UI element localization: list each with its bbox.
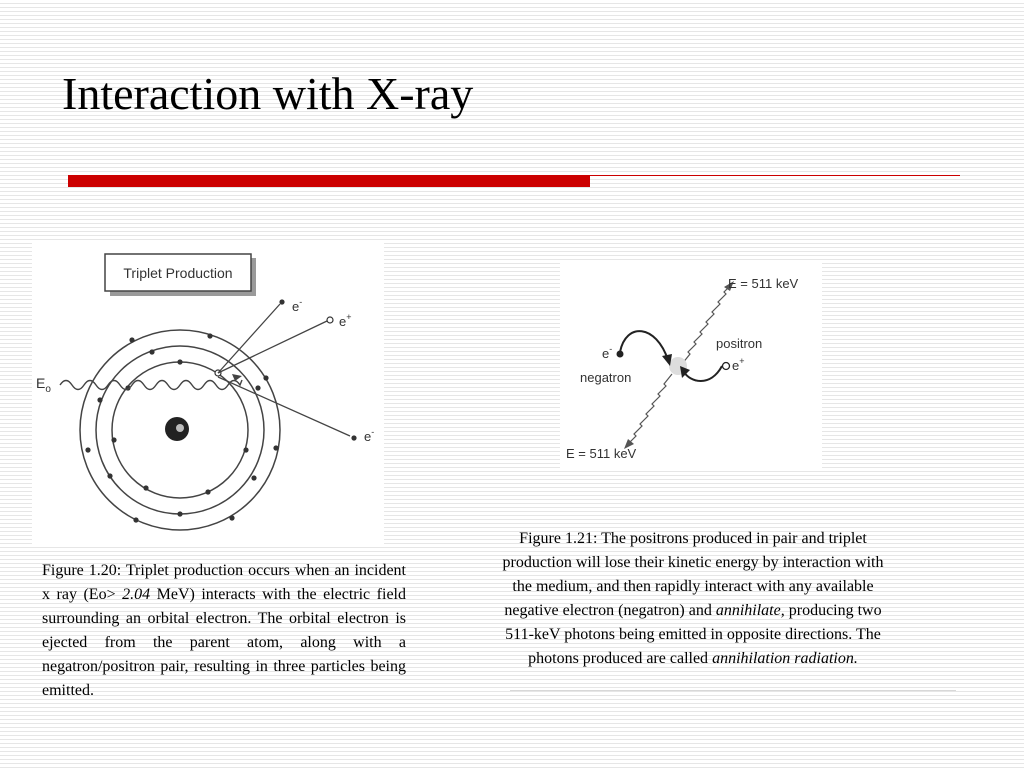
- label-box-text: Triplet Production: [123, 265, 233, 281]
- caption-right-text-1: Figure 1.21: The positrons produced in pair and triplet production will lose their kinetic energy by interaction with the medium, and then rapidly interact with any available negative electron (negatron) and: [502, 530, 884, 619]
- positron-word-label: positron: [716, 336, 763, 351]
- electron-bottom-label: e-: [364, 427, 375, 444]
- electron-bottom-track: [218, 377, 350, 436]
- electron-top-dot: [279, 299, 284, 304]
- positron-symbol-label: e+: [732, 356, 745, 373]
- positron-path: [684, 366, 722, 381]
- caption-right-italic-2: annihilation radiation.: [712, 650, 858, 667]
- caption-left-text-1: Figure 1.20: Triplet production occurs when an incident x ray (Eo>: [42, 562, 406, 603]
- photon-up-wave: [682, 286, 730, 364]
- figure-1-21-caption: [500, 527, 886, 671]
- figure-1-20-caption: [42, 559, 406, 703]
- caption-left-italic: 2.04: [122, 586, 151, 603]
- triplet-production-diagram: [32, 240, 384, 545]
- incident-energy-label: $E_o$: [36, 375, 51, 395]
- triplet-production-figure: [32, 240, 384, 545]
- caption-right-text-2: producing two 511-keV photons being emitted in opposite directions. The photons produced are called: [505, 602, 882, 667]
- caption-right-italic-1: annihilate,: [715, 602, 785, 619]
- positron-dot: [327, 317, 333, 323]
- positron-dot: [723, 363, 730, 370]
- negatron-path: [620, 331, 668, 360]
- annihilation-figure: [560, 262, 822, 468]
- positron-track: [218, 321, 327, 373]
- electron-top-track: [218, 304, 280, 373]
- electron-bottom-dot: [351, 435, 356, 440]
- caption-left-text-2: MeV) interacts with the electric field surrounding an orbital electron. The orbital electron is ejected from the parent atom, along with a negatron/positron pair, resulting in three particles being emitted.: [42, 586, 406, 699]
- negatron-word-label: negatron: [580, 370, 632, 385]
- negatron-symbol-label: e-: [602, 344, 613, 361]
- negatron-dot: [617, 351, 624, 358]
- positron-label: e+: [339, 312, 352, 329]
- title-underline-thin: [590, 175, 960, 176]
- photon-down-wave: [628, 374, 672, 444]
- slide-title: Interaction with X-ray: [62, 68, 474, 119]
- bottom-divider: [510, 690, 956, 691]
- energy-bottom-label: E = 511 keV: [566, 446, 637, 461]
- electron-top-label: e-: [292, 297, 303, 314]
- annihilation-diagram: [560, 262, 822, 468]
- incident-photon-wave: [60, 380, 242, 390]
- energy-top-label: E = 511 keV: [728, 276, 799, 291]
- title-underline-thick: [68, 175, 590, 187]
- nucleus-highlight: [176, 424, 184, 432]
